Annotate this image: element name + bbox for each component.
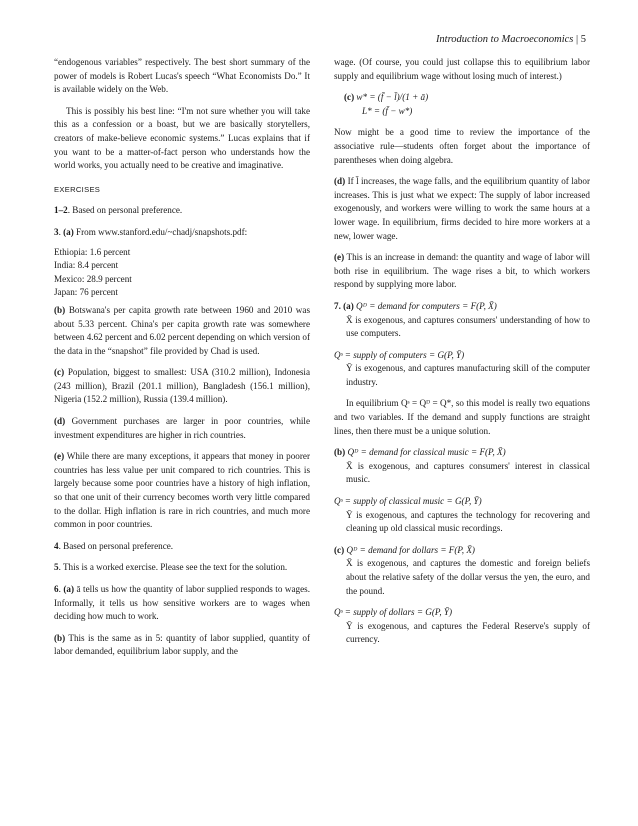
paragraph-associative: Now might be a good time to review the importance of the associative rule—students often forget about the importance of parentheses when doing algebra.: [334, 127, 590, 165]
exercise-3a-text: From www.stanford.edu/~chadj/snapshots.pdf:: [76, 226, 248, 237]
paragraph-lucas-intro: “endogenous variables” respectively. The best short summary of the power of models is Robert Lucas's speech “What Economists Do.” It is available widely on the Web.: [54, 57, 310, 95]
exercise-3d: [54, 415, 310, 442]
exercise-7b-label: (b): [334, 447, 346, 458]
exercise-3c-text: Population, biggest to smallest: USA (310.2 million), Indonesia (243 million), Brazil (201.1 million), Bangladesh (156.1 million), Nigeria (152.2 million), Russia (139.4 million).: [54, 367, 311, 405]
exercise-7b-demand: [334, 446, 590, 460]
exercise-3b-text: Botswana's per capita growth rate between 1960 and 2010 was about 5.33 percent. China's per capita growth rate was somewhere between 4.62 percent and 6.02 percent depending on which version of the data in the “snapshot” file provided by Chad is used.: [54, 304, 311, 356]
exercise-5: [54, 561, 310, 575]
exercise-6b: [54, 632, 310, 659]
exercise-3c: [54, 366, 310, 407]
exercise-7a-demand-explanation: X̄ is exogenous, and captures consumers' understanding of how to use computers.: [346, 314, 590, 339]
exercise-6b-text: This is the same as in 5: quantity of labor supplied, quantity of labor demanded, equilibrium labor supply, and the: [54, 632, 311, 657]
exercise-6b-label: (b): [54, 632, 66, 643]
exercise-7a-label: 7. (a): [334, 300, 354, 311]
exercise-3a-label: (a): [63, 226, 74, 237]
exercise-3e-label: (e): [54, 451, 65, 462]
exercise-7c-supply-explanation: Ȳ is exogenous, and captures the Federal Reserve's supply of currency.: [346, 620, 590, 645]
exercise-3e: [54, 450, 310, 532]
exercise-7b-supply: [334, 495, 590, 509]
exercise-4-label: 4: [54, 540, 59, 551]
paragraph-continuation: wage. (Of course, you could just collapse this to equilibrium labor supply and equilibrium wage without losing much of interest.): [334, 57, 590, 81]
exercise-6e-label: (e): [334, 252, 345, 263]
exercise-6d-label: (d): [334, 176, 346, 187]
exercise-7a-supply-explanation: Ȳ is exogenous, and captures manufacturing skill of the computer industry.: [346, 363, 590, 387]
exercise-3-label: 3: [54, 226, 59, 237]
exercise-6e-text: This is an increase in demand: the quantity and wage of labor will both rise in equilibrium. The wage rises a bit, to which workers respond by supplying more labor.: [334, 252, 590, 290]
exercise-4-text: . Based on personal preference.: [58, 540, 174, 551]
exercise-6-label: 6: [54, 584, 59, 594]
equation-dollar-supply: Qˢ = supply of dollars = G(P, Ȳ): [334, 607, 452, 618]
exercise-3b-label: (b): [54, 304, 66, 315]
right-column: [334, 56, 590, 655]
growth-item: Japan: 76 percent: [54, 287, 118, 298]
exercise-7a-supply: [334, 349, 590, 363]
equation-computer-supply: Qˢ = supply of computers = G(P, Ȳ): [334, 349, 465, 360]
header-title: Introduction to Macroeconomics: [435, 34, 574, 45]
exercise-6a-label: (a): [63, 584, 74, 594]
exercise-4: [54, 540, 310, 554]
exercise-7c-label: (c): [334, 544, 345, 555]
growth-item: India: 8.4 percent: [54, 260, 119, 271]
exercise-3c-label: (c): [54, 367, 65, 378]
exercise-1-2-text: . Based on personal preference.: [67, 205, 183, 216]
equation-dollar-demand: Qᴰ = demand for dollars = F(P, X̄): [346, 544, 475, 555]
running-header: [436, 34, 586, 45]
equation-computer-demand: Qᴰ = demand for computers = F(P, X̄): [356, 300, 497, 311]
left-column: [54, 56, 310, 667]
exercise-3a: 3. (a) From www.stanford.edu/~chadj/snapshots.pdf:: [54, 226, 248, 237]
equation-music-demand: Qᴰ = demand for classical music = F(P, X̄): [347, 447, 506, 458]
exercise-7a-equilibrium: In equilibrium Qˢ = Qᴰ = Q*, so this model is really two equations and two variables. If the demand and supply functions are straight lines, then there must be a unique solution.: [334, 398, 590, 436]
equation-labor: L* = (f̄ − w*): [362, 105, 413, 116]
exercise-6e: [334, 251, 590, 292]
exercises-heading: EXERCISES: [54, 184, 101, 194]
exercise-6a: 6. (a) ā tells us how the quantity of labor supplied responds to wages. Informally, it tells us how sensitive workers are to wages when deciding how much to work.: [54, 584, 310, 622]
exercise-3b: [54, 304, 310, 358]
exercise-7c-supply: [334, 606, 590, 620]
exercise-7a-demand: [334, 300, 590, 314]
exercise-3d-label: (d): [54, 416, 66, 427]
equation-block-c: [344, 91, 590, 118]
header-separator: |: [576, 34, 579, 45]
exercise-1-2: [54, 204, 310, 218]
exercise-7b-supply-explanation: Ȳ is exogenous, and captures the technology for recovering and cleaning up old classical music recordings.: [346, 509, 590, 534]
exercise-6d: [334, 175, 590, 243]
equation-music-supply: Qˢ = supply of classical music = G(P, Ȳ): [334, 496, 482, 507]
exercise-6d-text: If l̄ increases, the wage falls, and the equilibrium quantity of labor increases. This is just what we expect: The supply of labor increased exogenously, and workers were willing to work the same hours at a lower wage. In equilibrium, firms decided to hire more workers at a new, lower wage.: [334, 176, 590, 241]
exercise-7b-demand-explanation: X̄ is exogenous, and captures consumers' interest in classical music.: [346, 460, 590, 485]
growth-item: Ethiopia: 1.6 percent: [54, 246, 131, 257]
growth-item: Mexico: 28.9 percent: [54, 273, 132, 284]
growth-list: [54, 246, 310, 300]
exercise-7c-demand-explanation: X̄ is exogenous, and captures the domestic and foreign beliefs about the relative safety of the dollar versus the yen, the euro, and the pound.: [346, 558, 590, 596]
page-number: 5: [580, 34, 586, 45]
exercise-6a-text: ā tells us how the quantity of labor supplied responds to wages. Informally, it tells us how sensitive workers are to wages when deciding how much to work.: [54, 584, 310, 622]
exercise-1-2-label: 1–2: [54, 205, 68, 216]
exercise-3d-text: Government purchases are larger in poor countries, while investment expenditures are higher in rich countries.: [54, 416, 311, 440]
equation-wage: w* = (f̄ − l̄)/(1 + ā): [356, 92, 429, 103]
exercise-3e-text: While there are many exceptions, it appears that money in poorer countries has less value per unit compared to rich countries. This is largely because some poor countries have a history of high inflation, so that one unit of their currency becomes worth very little compared to the dollar. High inflation is rare in rich countries, and much more common in poor countries.: [54, 451, 310, 530]
exercise-5-text: . This is a worked exercise. Please see the text for the solution.: [58, 562, 288, 573]
exercise-5-label: 5: [54, 562, 59, 573]
exercise-6c-label: (c): [344, 92, 355, 103]
exercise-7c-demand: [334, 544, 590, 558]
paragraph-lucas-quote: This is possibly his best line: “I'm not sure whether you will take this as a confession or a boast, but we are basically storytellers, creators of make-believe economic systems.” Lucas explains that if you want to be a matter-of-fact person who understands how the world works, you actually need to be creative and imaginative.: [54, 105, 310, 171]
